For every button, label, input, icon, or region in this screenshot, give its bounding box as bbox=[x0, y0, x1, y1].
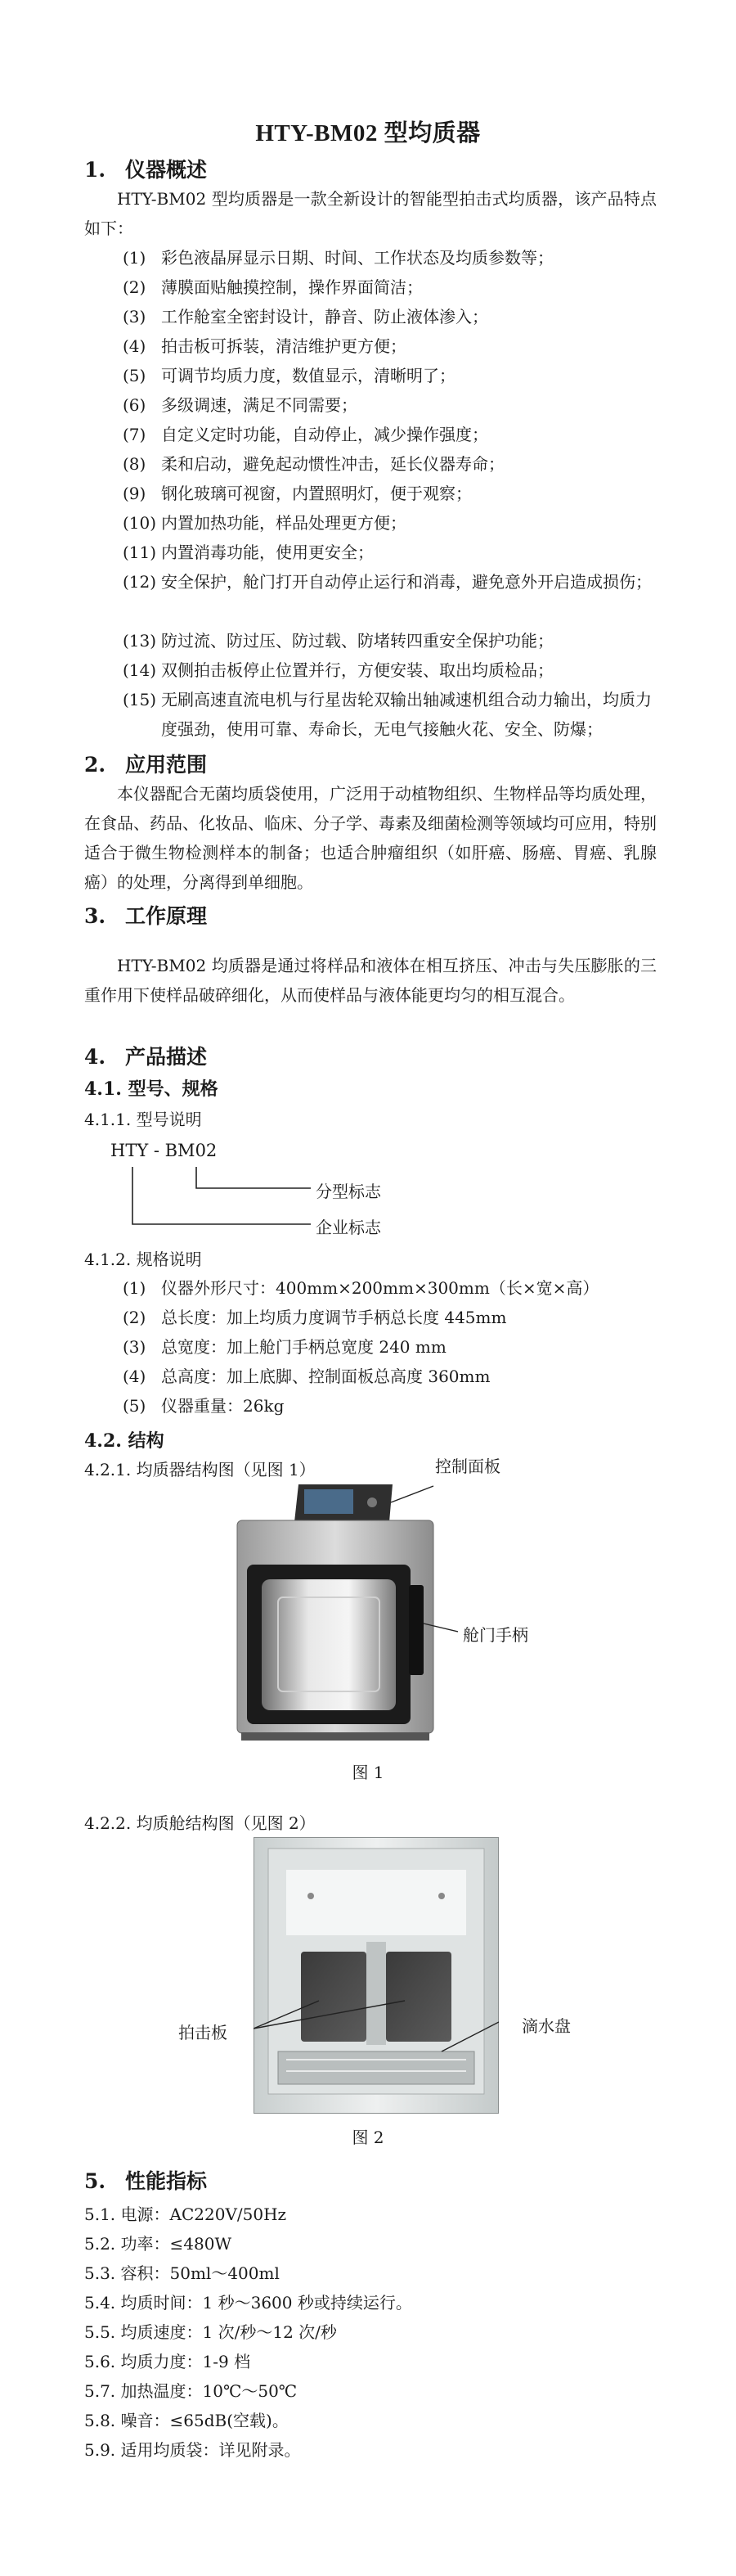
door-handle-shape bbox=[409, 1585, 424, 1675]
section-number: 3. bbox=[84, 904, 106, 928]
fig2-label-paddle: 拍击板 bbox=[178, 2023, 227, 2042]
section-number: 1. bbox=[84, 158, 106, 182]
section-title: 性能指标 bbox=[125, 2169, 208, 2193]
subsection-4-1: 4.1. 型号、规格 bbox=[84, 1079, 218, 1100]
section-title: 应用范围 bbox=[125, 753, 208, 777]
spec-item: (5) 仪器重量：26kg bbox=[123, 1396, 285, 1416]
model-label-company: 企业标志 bbox=[316, 1218, 381, 1237]
feature-item: (3) 工作舱室全密封设计，静音、防止液体渗入； bbox=[123, 307, 488, 327]
feature-item: (15) 无刷高速直流电机与行星齿轮双输出轴减速机组合动力输出，均质力度强劲，使用可靠、寿命长，无电气接触火花、安全、防爆； bbox=[123, 690, 652, 739]
section-title: 仪器概述 bbox=[125, 158, 208, 182]
fig2-label-drip-tray: 滴水盘 bbox=[522, 2016, 571, 2036]
feature-item: (4) 拍击板可拆装，清洁维护更方便； bbox=[123, 336, 406, 356]
model-label-type: 分型标志 bbox=[316, 1182, 381, 1201]
feature-item: (9) 钢化玻璃可视窗，内置照明灯，便于观察； bbox=[123, 484, 472, 503]
performance-item: 5.4. 均质时间：1 秒～3600 秒或持续运行。 bbox=[84, 2293, 412, 2313]
section-4-heading bbox=[84, 1041, 207, 1070]
performance-item: 5.1. 电源：AC220V/50Hz bbox=[84, 2204, 287, 2224]
panel-leader-line bbox=[391, 1486, 433, 1502]
type-mark-leader bbox=[196, 1167, 311, 1188]
section-3-text: HTY-BM02 均质器是通过将样品和液体在相互挤压、冲击与失压膨胀的三重作用下使样品破碎细化，从而使样品与液体能更均匀的相互混合。 bbox=[84, 956, 657, 1005]
fig1-label-control-panel: 控制面板 bbox=[435, 1457, 500, 1476]
section-number: 4. bbox=[84, 1045, 106, 1069]
performance-item: 5.9. 适用均质袋：详见附录。 bbox=[84, 2440, 301, 2460]
feature-item: (11) 内置消毒功能，使用更安全； bbox=[123, 543, 374, 562]
subsection-4-2-1: 4.2.1. 均质器结构图（见图 1） bbox=[84, 1460, 316, 1479]
spec-item: (2) 总长度：加上均质力度调节手柄总长度 445mm bbox=[123, 1308, 507, 1327]
spec-item: (1) 仪器外形尺寸：400mm×200mm×300mm（长×宽×高） bbox=[123, 1278, 599, 1298]
section-title: 产品描述 bbox=[125, 1045, 208, 1069]
feature-item: (10) 内置加热功能，样品处理更方便； bbox=[123, 513, 406, 533]
fig1-label-door-handle: 舱门手柄 bbox=[463, 1625, 528, 1645]
section-3-heading bbox=[84, 900, 207, 930]
subsection-4-1-1: 4.1.1. 型号说明 bbox=[84, 1110, 202, 1129]
figure-1-homogenizer-image bbox=[229, 1483, 458, 1753]
page-title: HTY-BM02 型均质器 bbox=[255, 120, 481, 146]
paddle-right bbox=[386, 1952, 451, 2042]
section-5-heading bbox=[84, 2165, 207, 2195]
feature-item: (7) 自定义定时功能，自动停止，减少操作强度； bbox=[123, 425, 488, 444]
section-2-heading bbox=[84, 749, 207, 778]
feature-item: (13) 防过流、防过压、防过载、防堵转四重安全保护功能； bbox=[123, 631, 554, 651]
figure-2-chamber-image bbox=[254, 1837, 499, 2114]
spec-item: (3) 总宽度：加上舱门手柄总宽度 240 mm bbox=[123, 1337, 447, 1357]
section-1-heading bbox=[84, 154, 207, 183]
subsection-4-1-2: 4.1.2. 规格说明 bbox=[84, 1250, 202, 1269]
section-number: 5. bbox=[84, 2169, 106, 2193]
feature-item: (8) 柔和启动，避免起动惯性冲击，延长仪器寿命； bbox=[123, 454, 505, 474]
display-screen bbox=[304, 1489, 353, 1514]
performance-item: 5.3. 容积：50ml～400ml bbox=[84, 2263, 280, 2283]
feature-item: (2) 薄膜面贴触摸控制，操作界面简洁； bbox=[123, 277, 423, 297]
performance-item: 5.2. 功率：≤480W bbox=[84, 2234, 232, 2254]
subsection-4-2: 4.2. 结构 bbox=[84, 1430, 164, 1452]
paddle-left bbox=[301, 1952, 366, 2042]
performance-item: 5.8. 噪音：≤65dB(空载)。 bbox=[84, 2411, 289, 2430]
feature-item: (14) 双侧拍击板停止位置并行，方便安装、取出均质检品； bbox=[123, 660, 554, 680]
performance-item: 5.6. 均质力度：1-9 档 bbox=[84, 2352, 251, 2371]
drip-tray bbox=[278, 2051, 474, 2084]
feature-item: (12) 安全保护，舱门打开自动停止运行和消毒，避免意外开启造成损伤； bbox=[123, 572, 652, 592]
section-1-intro: HTY-BM02 型均质器是一款全新设计的智能型拍击式均质器，该产品特点如下： bbox=[84, 189, 657, 238]
feature-item: (5) 可调节均质力度，数值显示，清晰明了； bbox=[123, 366, 456, 385]
feature-item: (6) 多级调速，满足不同需要； bbox=[123, 395, 357, 415]
performance-item: 5.5. 均质速度：1 次/秒～12 次/秒 bbox=[84, 2322, 337, 2342]
performance-item: 5.7. 加热温度：10℃～50℃ bbox=[84, 2381, 298, 2401]
subsection-4-2-2: 4.2.2. 均质舱结构图（见图 2） bbox=[84, 1813, 316, 1833]
spec-item: (4) 总高度：加上底脚、控制面板总高度 360mm bbox=[123, 1367, 491, 1386]
section-2-text: 本仪器配合无菌均质袋使用，广泛用于动植物组织、生物样品等均质处理，在食品、药品、化妆品、临床、分子学、毒素及细菌检测等领域均可应用，特别适合于微生物检测样本的制备；也适合肿瘤组织（如肝癌、肠癌、胃癌、乳腺癌）的处理，分离得到单细胞。 bbox=[84, 784, 657, 892]
company-mark-leader bbox=[132, 1167, 311, 1224]
figure-1-caption: 图 1 bbox=[352, 1763, 384, 1782]
figure-2-caption: 图 2 bbox=[352, 2128, 384, 2147]
section-number: 2. bbox=[84, 753, 106, 777]
section-title: 工作原理 bbox=[125, 904, 208, 928]
model-code: HTY - BM02 bbox=[110, 1141, 218, 1160]
model-diagram-lines bbox=[106, 1160, 335, 1239]
feature-item: (1) 彩色液晶屏显示日期、时间、工作状态及均质参数等； bbox=[123, 248, 554, 268]
